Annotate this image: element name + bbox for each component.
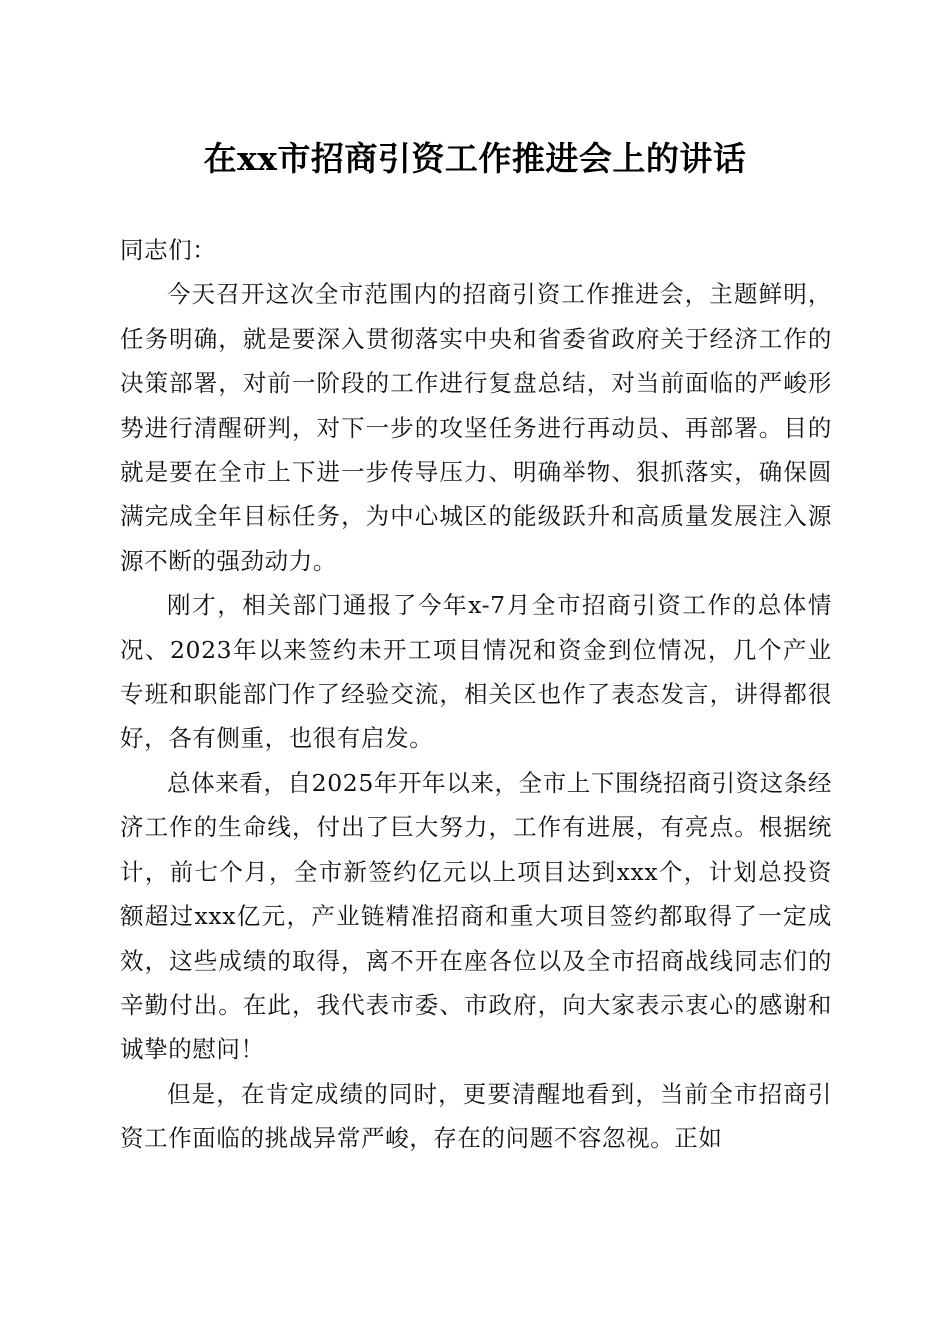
document-body <box>120 228 832 1161</box>
paragraph-3: 总体来看，自2025年开年以来，全市上下围绕招商引资这条经济工作的生命线，付出了巨大努力，工作有进展，有亮点。根据统计，前七个月，全市新签约亿元以上项目达到xxx个，计划总投资额超过xxx亿元，产业链精准招商和重大项目签约都取得了一定成效，这些成绩的取得，离不开在座各位以及全市招商战线同志们的辛勤付出。在此，我代表市委、市政府，向大家表示衷心的感谢和诚挚的慰问！ <box>120 768 832 1064</box>
document-title: 在xx市招商引资工作推进会上的讲话 <box>203 139 747 178</box>
paragraph-2: 刚才，相关部门通报了今年x-7月全市招商引资工作的总体情况、2023年以来签约未开工项目情况和资金到位情况，几个产业专班和职能部门作了经验交流，相关区也作了表态发言，讲得都很好，各有侧重，也很有启发。 <box>120 591 832 753</box>
paragraph-4: 但是，在肯定成绩的同时，更要清醒地看到，当前全市招商引资工作面临的挑战异常严峻，存在的问题不容忽视。正如 <box>120 1079 832 1153</box>
paragraph-1: 今天召开这次全市范围内的招商引资工作推进会，主题鲜明，任务明确，就是要深入贯彻落实中央和省委省政府关于经济工作的决策部署，对前一阶段的工作进行复盘总结，对当前面临的严峻形势进行清醒研判，对下一步的攻坚任务进行再动员、再部署。目的就是要在全市上下进一步传导压力、明确举物、狠抓落实，确保圆满完成全年目标任务，为中心城区的能级跃升和高质量发展注入源源不断的强劲动力。 <box>120 280 832 575</box>
salutation: 同志们： <box>120 236 217 264</box>
